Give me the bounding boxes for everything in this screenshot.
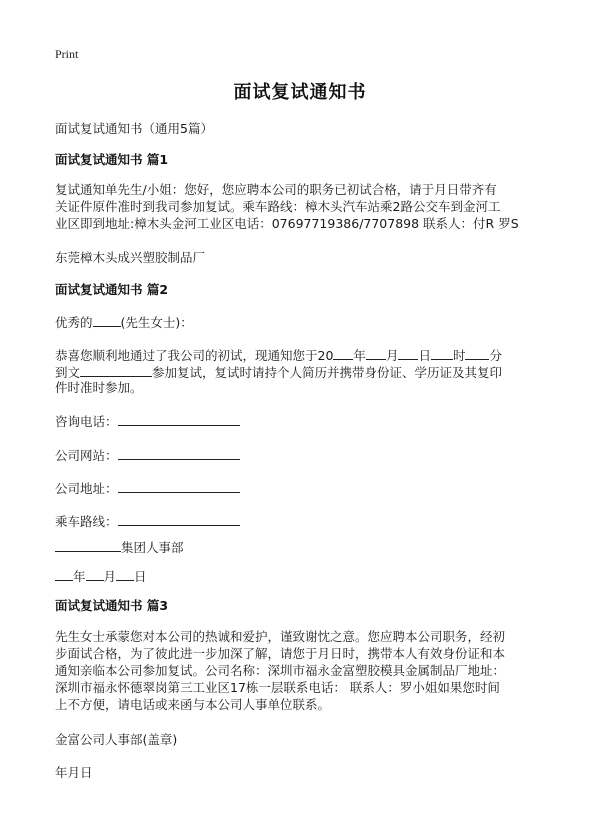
document-title: 面试复试通知书 <box>233 82 367 103</box>
part3-body-line: 通知亲临本公司参加复试。公司名称：深圳市福永金富塑胶模具金属制品厂地址： <box>55 663 506 678</box>
field-label: 乘车路线： <box>55 514 118 529</box>
part1-signature: 东莞樟木头成兴塑胶制品厂 <box>55 250 206 265</box>
part2-greeting <box>55 313 193 331</box>
field-blank <box>118 479 240 493</box>
month-label: 月 <box>103 569 117 584</box>
section-heading-2: 面试复试通知书 篇2 <box>55 282 169 297</box>
part2-notice-line-2 <box>55 363 502 381</box>
minute-blank <box>465 346 489 360</box>
field-label: 咨询电话： <box>55 414 118 429</box>
greeting-suffix: (先生女士)： <box>120 315 193 330</box>
part3-signature: 金富公司人事部(盖章) <box>55 732 178 747</box>
month-blank <box>366 346 386 360</box>
section-heading-3: 面试复试通知书 篇3 <box>55 598 169 613</box>
part3-body-line: 步面试合格，为了彼此进一步加深了解，请您于月日时，携带本人有效身份证和本 <box>55 646 506 661</box>
year-label: 年 <box>353 348 366 363</box>
part1-body-line: 业区即到地址:樟木头金河工业区电话：07697719386/7707898 联系人：付R 罗S <box>55 216 519 231</box>
field-bus-route <box>55 512 240 530</box>
minute-label: 分 <box>489 348 502 363</box>
notice-text: 到文 <box>55 365 81 380</box>
day-blank <box>116 567 134 581</box>
year-blank <box>333 346 353 360</box>
part1-body-line: 复试通知单先生/小姐：您好，您应聘本公司的职务已初试合格，请于月日带齐有 <box>55 182 497 197</box>
part3-body-line: 先生女士承蒙您对本公司的热诚和爱护，谨致谢忱之意。您应聘本公司职务，经初 <box>55 629 506 644</box>
day-label: 日 <box>134 569 147 584</box>
part2-dept-signature <box>55 538 184 556</box>
field-blank <box>118 446 240 460</box>
field-label: 公司网站： <box>55 448 118 463</box>
field-company-address <box>55 479 240 497</box>
month-blank <box>86 567 104 581</box>
part3-date: 年月日 <box>55 765 93 780</box>
year-blank <box>55 567 73 581</box>
group-name-blank <box>55 538 121 552</box>
part2-notice-line-1 <box>55 346 502 364</box>
hour-label: 时 <box>452 348 466 363</box>
document-subtitle: 面试复试通知书（通用5篇） <box>55 121 213 136</box>
day-label: 日 <box>418 348 431 363</box>
part3-body-line: 上不方便，请电话或来函与本公司人事单位联系。 <box>55 697 331 712</box>
part2-notice-line-3: 件时准时参加。 <box>55 380 143 395</box>
field-consult-phone <box>55 412 240 430</box>
print-link[interactable]: Print <box>55 47 79 61</box>
notice-text: 参加复试，复试时请持个人简历并携带身份证、学历证及其复印 <box>152 365 503 380</box>
notice-text: 恭喜您顺利地通过了我公司的初试，现通知您于20 <box>55 348 334 363</box>
month-label: 月 <box>385 348 399 363</box>
field-blank <box>118 512 240 526</box>
field-company-website <box>55 446 240 464</box>
dept-label: 集团人事部 <box>121 540 184 555</box>
field-blank <box>118 412 240 426</box>
part1-body-line: 关证件原件准时到我司参加复试。乘车路线：樟木头汽车站乘2路公交车到金河工 <box>55 199 501 214</box>
section-heading-1: 面试复试通知书 篇1 <box>55 152 169 167</box>
field-label: 公司地址： <box>55 481 118 496</box>
year-label: 年 <box>73 569 86 584</box>
location-blank <box>80 363 152 377</box>
part3-body-line: 深圳市福永怀德翠岗第三工业区17栋一层联系电话： 联系人：罗小姐如果您时间 <box>55 680 500 695</box>
greeting-prefix: 优秀的 <box>55 315 93 330</box>
hour-blank <box>431 346 453 360</box>
name-blank <box>93 313 121 327</box>
day-blank <box>398 346 418 360</box>
part2-date <box>55 567 147 585</box>
